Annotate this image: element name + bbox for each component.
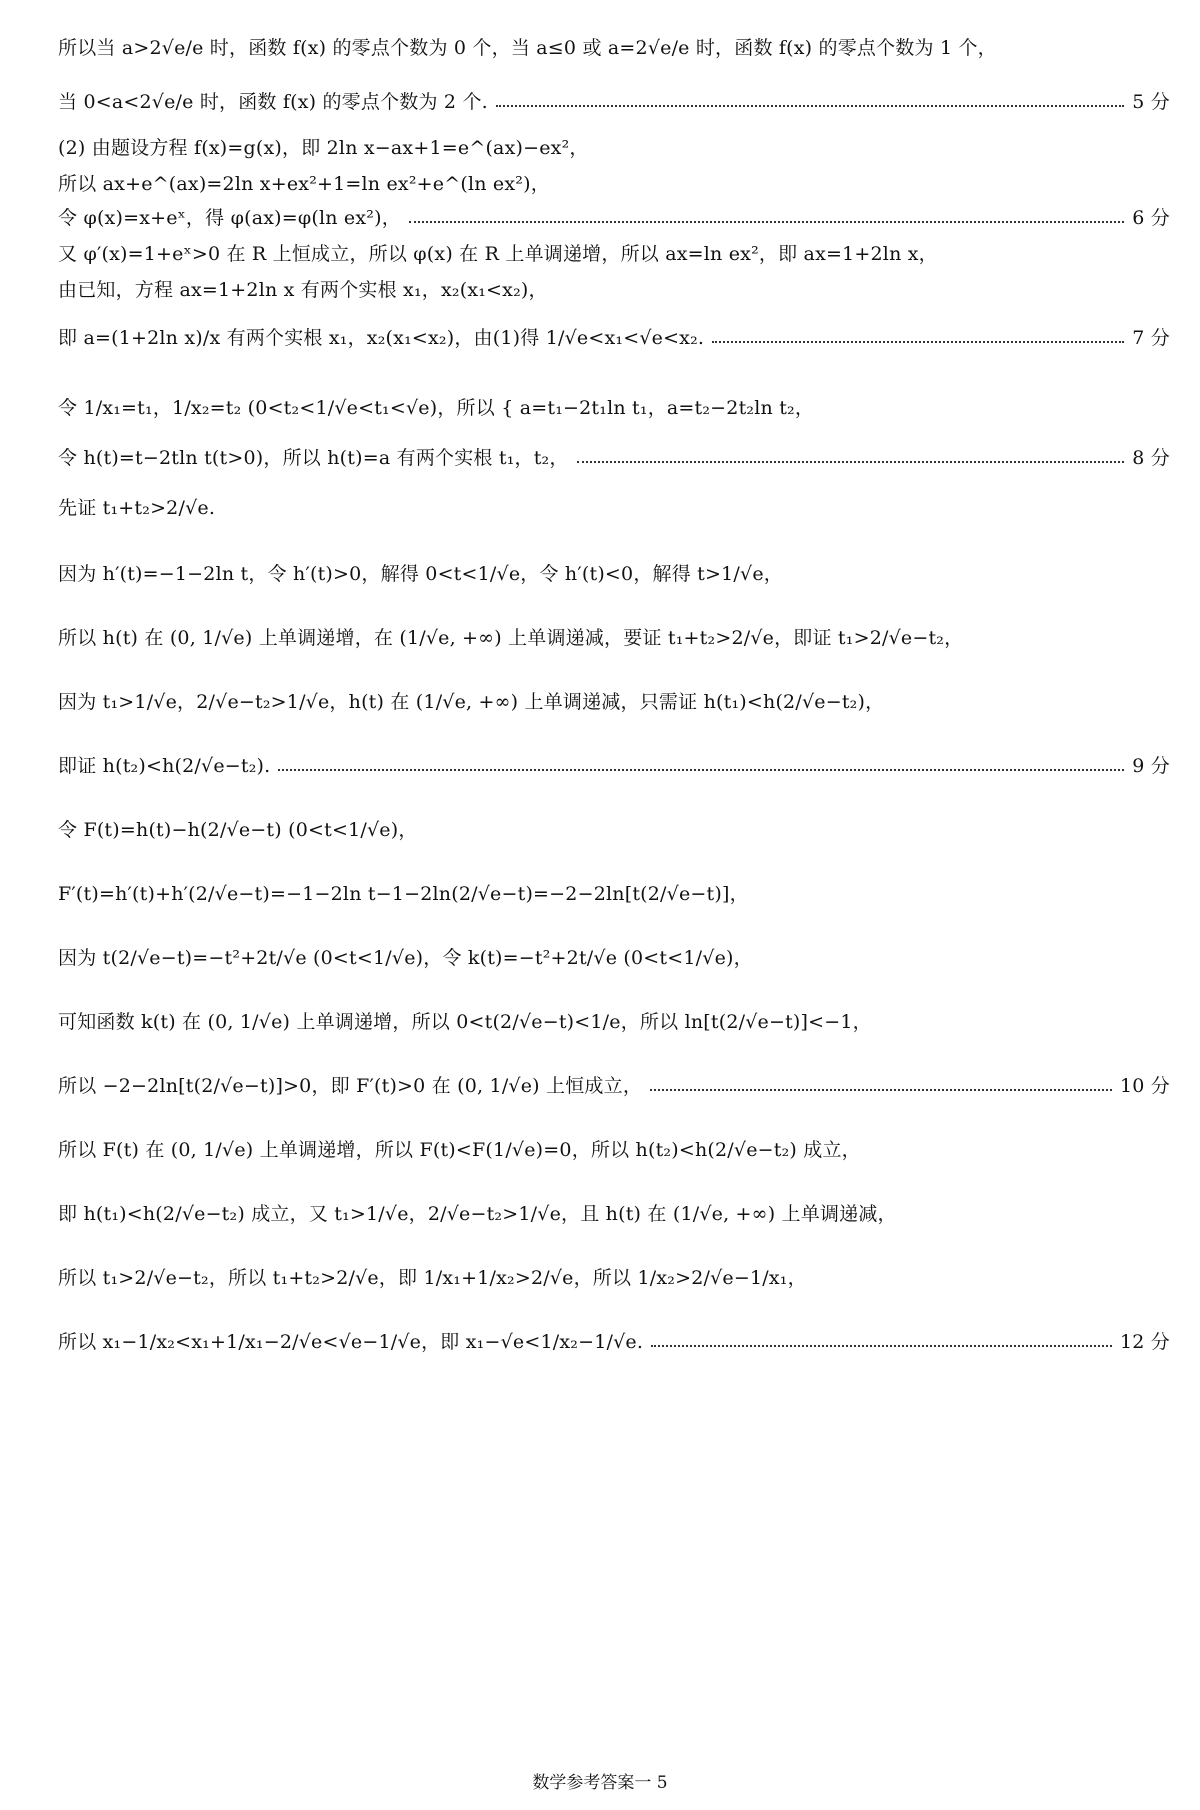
leader-dots	[409, 221, 1124, 223]
page-footer: 数学参考答案一 5	[532, 1773, 668, 1793]
line-6: 又 φ′(x)=1+eˣ>0 在 R 上恒成立，所以 φ(x) 在 R 上单调递增，所以 ax=ln ex²，即 ax=1+2ln x，	[58, 242, 938, 265]
leader-dots	[650, 1089, 1112, 1091]
score-label: 9 分	[1132, 754, 1170, 777]
line-20: 所以 −2−2ln[t(2/√e−t)]>0，即 F′(t)>0 在 (0, 1/√e) 上恒成立， 10 分	[58, 1064, 1170, 1104]
line-3: (2) 由题设方程 f(x)=g(x)，即 2ln x−ax+1=e^(ax)−ex²，	[58, 136, 589, 159]
line-1: 所以当 a>2√e/e 时，函数 f(x) 的零点个数为 0 个，当 a≤0 或 a=2√e/e 时，函数 f(x) 的零点个数为 1 个，	[58, 36, 997, 59]
line-15: 即证 h(t₂)<h(2/√e−t₂). 9 分	[58, 744, 1170, 784]
line-14: 因为 t₁>1/√e，2/√e−t₂>1/√e，h(t) 在 (1/√e, +∞) 上单调递减，只需证 h(t₁)<h(2/√e−t₂)，	[58, 690, 885, 713]
leader-dots	[278, 769, 1124, 771]
line-7: 由已知，方程 ax=1+2ln x 有两个实根 x₁，x₂(x₁<x₂)，	[58, 278, 548, 301]
line-5: 令 φ(x)=x+eˣ，得 φ(ax)=φ(ln ex²)， 6 分	[58, 196, 1170, 236]
line-17: F′(t)=h′(t)+h′(2/√e−t)=−1−2ln t−1−2ln(2/√e−t)=−2−2ln[t(2/√e−t)]，	[58, 882, 749, 905]
line-16: 令 F(t)=h(t)−h(2/√e−t) (0<t<1/√e)，	[58, 818, 418, 841]
score-label: 5 分	[1132, 90, 1170, 113]
score-label: 12 分	[1119, 1330, 1170, 1353]
leader-dots	[712, 341, 1124, 343]
line-18: 因为 t(2/√e−t)=−t²+2t/√e (0<t<1/√e)，令 k(t)=−t²+2t/√e (0<t<1/√e)，	[58, 946, 753, 969]
line-10: 令 h(t)=t−2tln t(t>0)，所以 h(t)=a 有两个实根 t₁，t₂， 8 分	[58, 436, 1170, 476]
line-2: 当 0<a<2√e/e 时，函数 f(x) 的零点个数为 2 个. 5 分	[58, 80, 1170, 120]
line-12: 因为 h′(t)=−1−2ln t，令 h′(t)>0，解得 0<t<1/√e，令 h′(t)<0，解得 t>1/√e，	[58, 562, 783, 585]
score-label: 10 分	[1119, 1074, 1170, 1097]
line-11: 先证 t₁+t₂>2/√e.	[58, 496, 216, 519]
line-4: 所以 ax+e^(ax)=2ln x+ex²+1=ln ex²+e^(ln ex²)，	[58, 172, 550, 195]
line-13: 所以 h(t) 在 (0, 1/√e) 上单调递增，在 (1/√e, +∞) 上单调递减，要证 t₁+t₂>2/√e，即证 t₁>2/√e−t₂，	[58, 626, 964, 649]
line-9: 令 1/x₁=t₁，1/x₂=t₂ (0<t₂<1/√e<t₁<√e)，所以 { a=t₁−2t₁ln t₁，a=t₂−2t₂ln t₂，	[58, 396, 815, 419]
score-label: 8 分	[1132, 446, 1170, 469]
line-22: 即 h(t₁)<h(2/√e−t₂) 成立，又 t₁>1/√e，2/√e−t₂>1/√e，且 h(t) 在 (1/√e, +∞) 上单调递减，	[58, 1202, 897, 1225]
line-19: 可知函数 k(t) 在 (0, 1/√e) 上单调递增，所以 0<t(2/√e−t)<1/e，所以 ln[t(2/√e−t)]<−1，	[58, 1010, 872, 1033]
line-24: 所以 x₁−1/x₂<x₁+1/x₁−2/√e<√e−1/√e，即 x₁−√e<1/x₂−1/√e. 12 分	[58, 1320, 1170, 1360]
leader-dots	[577, 461, 1125, 463]
line-21: 所以 F(t) 在 (0, 1/√e) 上单调递增，所以 F(t)<F(1/√e)=0，所以 h(t₂)<h(2/√e−t₂) 成立，	[58, 1138, 861, 1161]
line-23: 所以 t₁>2/√e−t₂，所以 t₁+t₂>2/√e，即 1/x₁+1/x₂>2/√e，所以 1/x₂>2/√e−1/x₁，	[58, 1266, 807, 1289]
score-label: 7 分	[1132, 326, 1170, 349]
leader-dots	[496, 105, 1124, 107]
line-8: 即 a=(1+2ln x)/x 有两个实根 x₁，x₂(x₁<x₂)，由(1)得 1/√e<x₁<√e<x₂. 7 分	[58, 316, 1170, 356]
leader-dots	[651, 1345, 1112, 1347]
score-label: 6 分	[1132, 206, 1170, 229]
